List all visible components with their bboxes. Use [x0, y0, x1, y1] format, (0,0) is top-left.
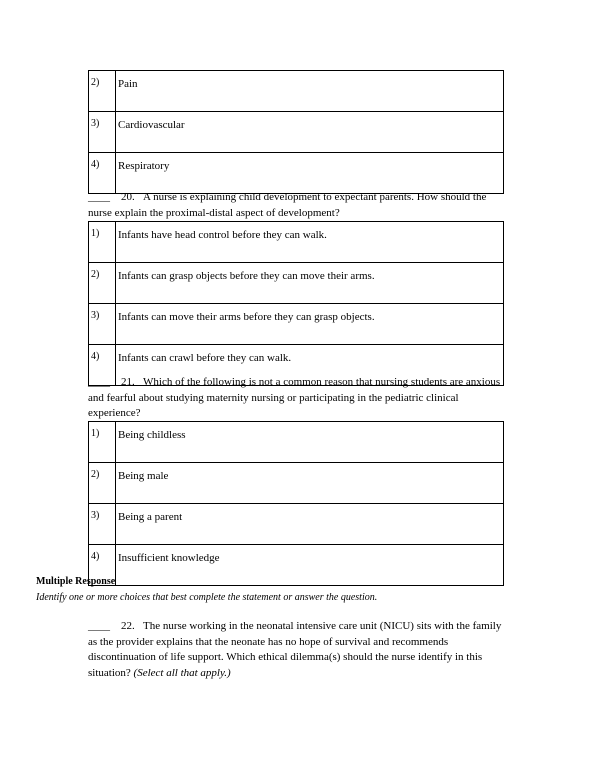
question-text: The nurse working in the neonatal intensive care unit (NICU) sits with the family as the provider explains that the neonate has no hope of survival and recommends discontinuation of life support. Which ethical dilemma(s) should the nurse identify in this situation?	[88, 620, 502, 679]
answer-blank[interactable]: ____	[88, 620, 110, 632]
question-22	[88, 619, 512, 681]
option-text: Infants can grasp objects before they can move their arms.	[116, 263, 504, 304]
answer-blank[interactable]: ____	[88, 376, 110, 388]
question-number: 21.	[121, 376, 135, 388]
option-number: 2)	[89, 463, 116, 504]
option-text: Pain	[116, 71, 504, 112]
option-text: Insufficient knowledge	[116, 545, 504, 586]
option-text: Infants can crawl before they can walk.	[116, 345, 504, 386]
table-row[interactable]	[89, 545, 504, 586]
option-number: 1)	[89, 222, 116, 263]
option-number: 3)	[89, 304, 116, 345]
option-number: 3)	[89, 112, 116, 153]
table-row[interactable]	[89, 222, 504, 263]
option-number: 2)	[89, 71, 116, 112]
option-text: Infants have head control before they can walk.	[116, 222, 504, 263]
option-text: Being male	[116, 463, 504, 504]
table-row[interactable]	[89, 422, 504, 463]
question-20	[88, 190, 512, 221]
question-number: 20.	[121, 191, 135, 203]
option-text: Infants can move their arms before they can grasp objects.	[116, 304, 504, 345]
table-row[interactable]	[89, 504, 504, 545]
option-number: 4)	[89, 153, 116, 194]
option-number: 4)	[89, 345, 116, 386]
option-text: Being childless	[116, 422, 504, 463]
table-row[interactable]	[89, 263, 504, 304]
option-text: Respiratory	[116, 153, 504, 194]
option-text: Being a parent	[116, 504, 504, 545]
option-text: Cardiovascular	[116, 112, 504, 153]
question-number: 22.	[121, 620, 135, 632]
answer-blank[interactable]: ____	[88, 191, 110, 203]
option-number: 3)	[89, 504, 116, 545]
answer-table-continued	[88, 70, 504, 194]
option-number: 1)	[89, 422, 116, 463]
table-row	[89, 153, 504, 194]
question-21	[88, 375, 512, 422]
option-number: 4)	[89, 545, 116, 586]
section-instructions: Identify one or more choices that best complete the statement or answer the question.	[36, 592, 378, 603]
section-heading: Multiple Response	[36, 576, 116, 587]
question-emphasis: (Select all that apply.)	[133, 666, 231, 679]
table-row	[89, 71, 504, 112]
table-row[interactable]	[89, 463, 504, 504]
question-text: Which of the following is not a common reason that nursing students are anxious and fearful about studying maternity nursing or participating in the pediatric clinical experience?	[88, 376, 501, 419]
table-row	[89, 112, 504, 153]
table-row[interactable]	[89, 304, 504, 345]
option-number: 2)	[89, 263, 116, 304]
answer-table-q21	[88, 421, 504, 586]
answer-table-q20	[88, 221, 504, 386]
question-text: A nurse is explaining child development to expectant parents. How should the nurse explain the proximal-distal aspect of development?	[88, 191, 487, 219]
